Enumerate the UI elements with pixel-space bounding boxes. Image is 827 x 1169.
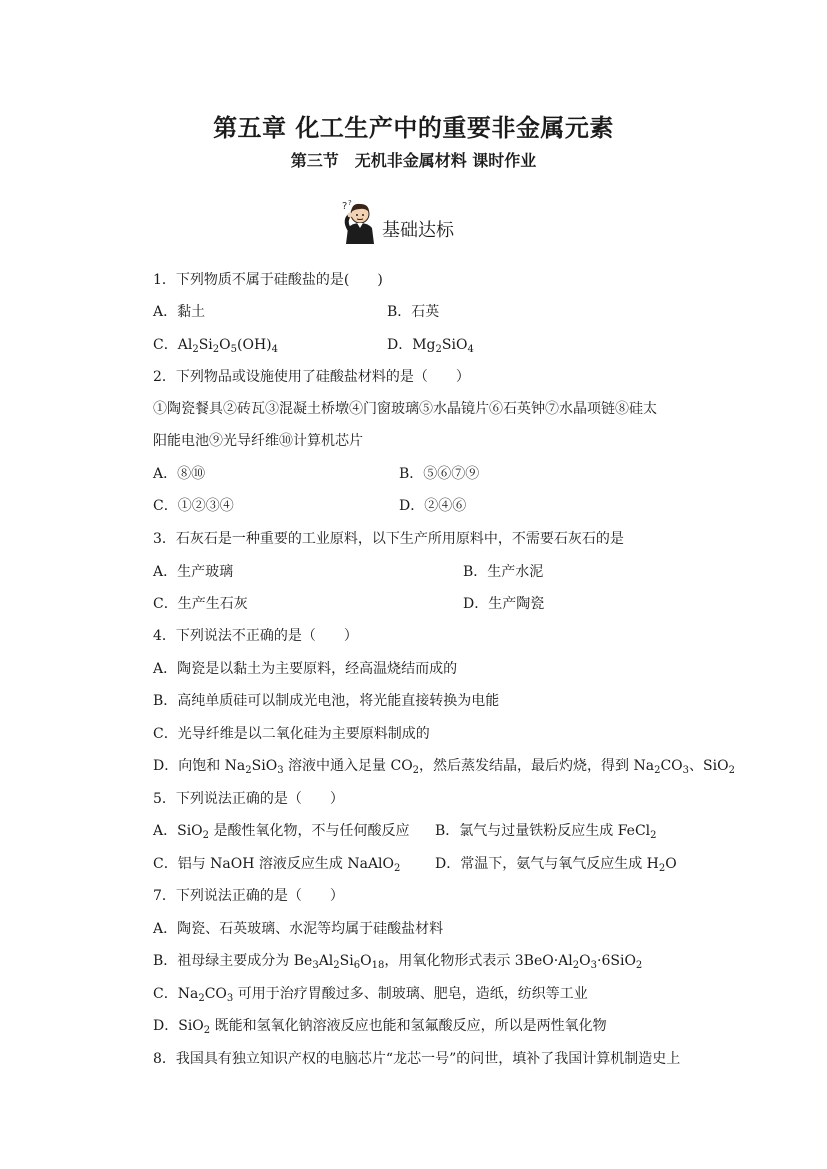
q2-option-c: C．①②③④ xyxy=(153,498,234,514)
q4-option-d: D．向饱和 $Na_2SiO_3$ 溶液中通入足量 $CO_2$，然后蒸发结晶，最后灼烧，得到 $Na_2CO_3$、SiO$_2$ xyxy=(153,758,735,776)
q3-option-d: D．生产陶瓷 xyxy=(463,596,545,612)
q7-option-b: B．祖母绿主要成分为 $Be_3Al_2Si_6O_{18}$，用氧化物形式表示 $3BeO\cdot Al_2O_3\cdot 6SiO_2$ xyxy=(153,953,643,971)
svg-text:?: ? xyxy=(342,201,348,212)
q3-option-a: A．生产玻璃 xyxy=(153,564,234,580)
q5-option-a: A．SiO$_2$ 是酸性氧化物，不与任何酸反应 xyxy=(153,823,410,841)
q1-option-a: A．黏土 xyxy=(153,304,206,320)
q2-option-a: A．⑧⑩ xyxy=(153,466,206,482)
q7-option-c: C．$Na_2CO_3$ 可用于治疗胃酸过多、制玻璃、肥皂，造纸，纺织等工业 xyxy=(153,986,588,1004)
q5-option-d: D．常温下，氨气与氧气反应生成 $H_2O$ xyxy=(435,856,677,874)
q1-option-c: C．$Al_2Si_2O_5(OH)_4$ xyxy=(153,337,278,355)
q4-option-b: B．高纯单质硅可以制成光电池，将光能直接转换为电能 xyxy=(153,693,500,709)
q4-stem: 4．下列说法不正确的是（ ） xyxy=(153,628,358,644)
q1-stem: 1．下列物质不属于硅酸盐的是( ) xyxy=(153,272,383,288)
q3-option-b: B．生产水泥 xyxy=(463,564,544,580)
q3-stem: 3．石灰石是一种重要的工业原料，以下生产所用原料中，不需要石灰石的是 xyxy=(153,531,624,547)
q2-stem: 2．下列物品或设施使用了硅酸盐材料的是（ ） xyxy=(153,369,470,385)
q4-option-a: A．陶瓷是以黏土为主要原料，经高温烧结而成的 xyxy=(153,661,458,677)
q5-stem: 5．下列说法正确的是（ ） xyxy=(153,791,344,807)
section-heading xyxy=(338,198,454,244)
q2-option-b: B．⑤⑥⑦⑨ xyxy=(399,466,480,482)
section-label: 基础达标 xyxy=(382,220,454,241)
thinking-student-icon xyxy=(338,198,380,244)
q7-stem: 7．下列说法正确的是（ ） xyxy=(153,888,344,904)
q7-option-d: D．SiO$_2$ 既能和氢氧化钠溶液反应也能和氢氟酸反应，所以是两性氧化物 xyxy=(153,1018,607,1036)
q2-items-line1: ①陶瓷餐具②砖瓦③混凝土桥墩④门窗玻璃⑤水晶镜片⑥石英钟⑦水晶项链⑧硅太 xyxy=(153,401,657,417)
q5-option-c: C．铝与 NaOH 溶液反应生成 NaAlO$_2$ xyxy=(153,856,401,874)
chapter-title: 第五章 化工生产中的重要非金属元素 xyxy=(213,114,614,142)
q5-option-b: B．氯气与过量铁粉反应生成 FeCl$_2$ xyxy=(435,823,657,841)
q1-option-d: D．$Mg_2SiO_4$ xyxy=(387,337,474,355)
q2-option-d: D．②④⑥ xyxy=(399,498,467,514)
q4-option-c: C．光导纤维是以二氧化硅为主要原料制成的 xyxy=(153,726,430,742)
q7-option-a: A．陶瓷、石英玻璃、水泥等均属于硅酸盐材料 xyxy=(153,921,444,937)
q3-option-c: C．生产生石灰 xyxy=(153,596,248,612)
q1-option-b: B．石英 xyxy=(387,304,440,320)
q2-items-line2: 阳能电池⑨光导纤维⑩计算机芯片 xyxy=(153,433,363,449)
q8-stem: 8．我国具有独立知识产权的电脑芯片“龙芯一号”的问世，填补了我国计算机制造史上 xyxy=(153,1051,681,1067)
section-subtitle: 第三节 无机非金属材料 课时作业 xyxy=(290,151,537,170)
svg-text:?: ? xyxy=(348,199,352,207)
